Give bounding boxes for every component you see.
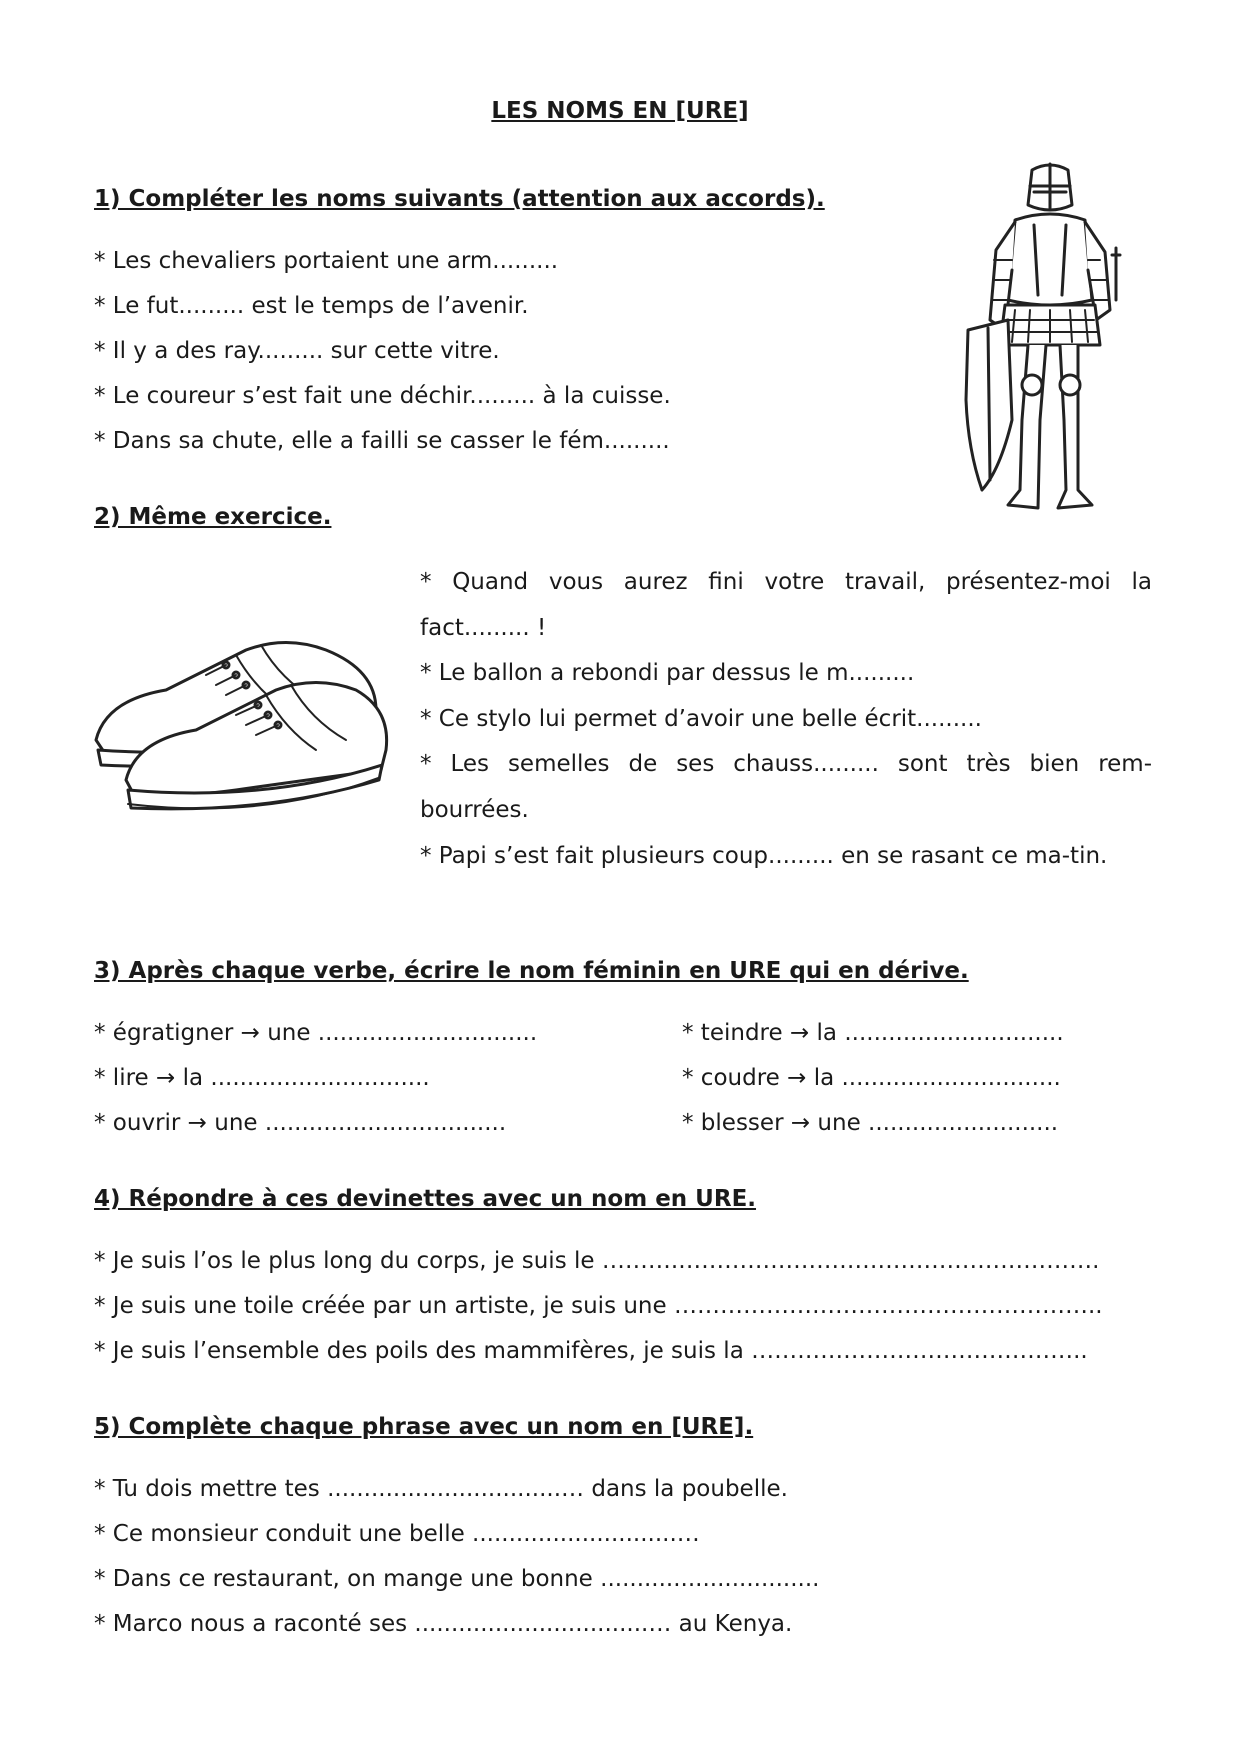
exercise-3-heading: 3) Après chaque verbe, écrire le nom féminin en URE qui en dérive. [94,958,969,984]
exercise-2-heading: 2) Même exercice. [94,504,332,530]
shoes-illustration [86,630,396,830]
exercise-5-line: * Tu dois mettre tes ................................… dans la poubelle. [94,1476,788,1502]
exercise-1-line: * Il y a des ray......... sur cette vitre. [94,338,500,364]
exercise-3-right-item: * teindre → la .............................. [682,1020,1064,1046]
exercise-3-left-item: * ouvrir → une ................................. [94,1110,507,1136]
exercise-2-line: * Papi s’est fait plusieurs coup......... en se rasant ce ma-tin. [420,842,1108,869]
exercise-2-line: * Les semelles de ses chauss......... sont très bien rem-bourrées. [420,751,1152,823]
exercise-4-heading: 4) Répondre à ces devinettes avec un nom en URE. [94,1186,757,1212]
exercise-4-line: * Je suis une toile créée par un artiste, je suis une ……………………………………………….. [94,1293,1103,1319]
exercise-1-line: * Dans sa chute, elle a failli se casser le fém......... [94,428,670,454]
exercise-2-text [420,560,1152,879]
exercise-1-line: * Le coureur s’est fait une déchir......... à la cuisse. [94,383,671,409]
exercise-3-right-item: * blesser → une .......................... [682,1110,1059,1136]
knight-illustration [960,160,1140,540]
exercise-5-heading: 5) Complète chaque phrase avec un nom en [URE]. [94,1414,754,1440]
exercise-5-line: * Marco nous a raconté ses ................................… au Kenya. [94,1611,793,1637]
exercise-3-right-item: * coudre → la .............................. [682,1065,1061,1091]
exercise-5-line: * Ce monsieur conduit une belle ............................… [94,1521,700,1547]
exercise-3-left-item: * lire → la .............................. [94,1065,430,1091]
exercise-2-line: * Le ballon a rebondi par dessus le m......... [420,660,915,687]
exercise-4-line: * Je suis l’ensemble des poils des mammifères, je suis la …………………………………….. [94,1338,1088,1364]
exercise-1-line: * Les chevaliers portaient une arm......... [94,248,559,274]
exercise-1-heading: 1) Compléter les noms suivants (attention aux accords). [94,186,825,212]
exercise-2-line: * Quand vous aurez fini votre travail, présentez-moi la fact......... ! [420,569,1152,641]
exercise-5-line: * Dans ce restaurant, on mange une bonne .............................. [94,1566,820,1592]
exercise-1-line: * Le fut......... est le temps de l’avenir. [94,293,529,319]
page-title: LES NOMS EN [URE] [491,98,749,124]
exercise-3-left-item: * égratigner → une .............................. [94,1020,538,1046]
exercise-4-line: * Je suis l’os le plus long du corps, je suis le ……….………………………………………………. [94,1248,1100,1274]
exercise-2-line: * Ce stylo lui permet d’avoir une belle écrit......... [420,705,982,732]
